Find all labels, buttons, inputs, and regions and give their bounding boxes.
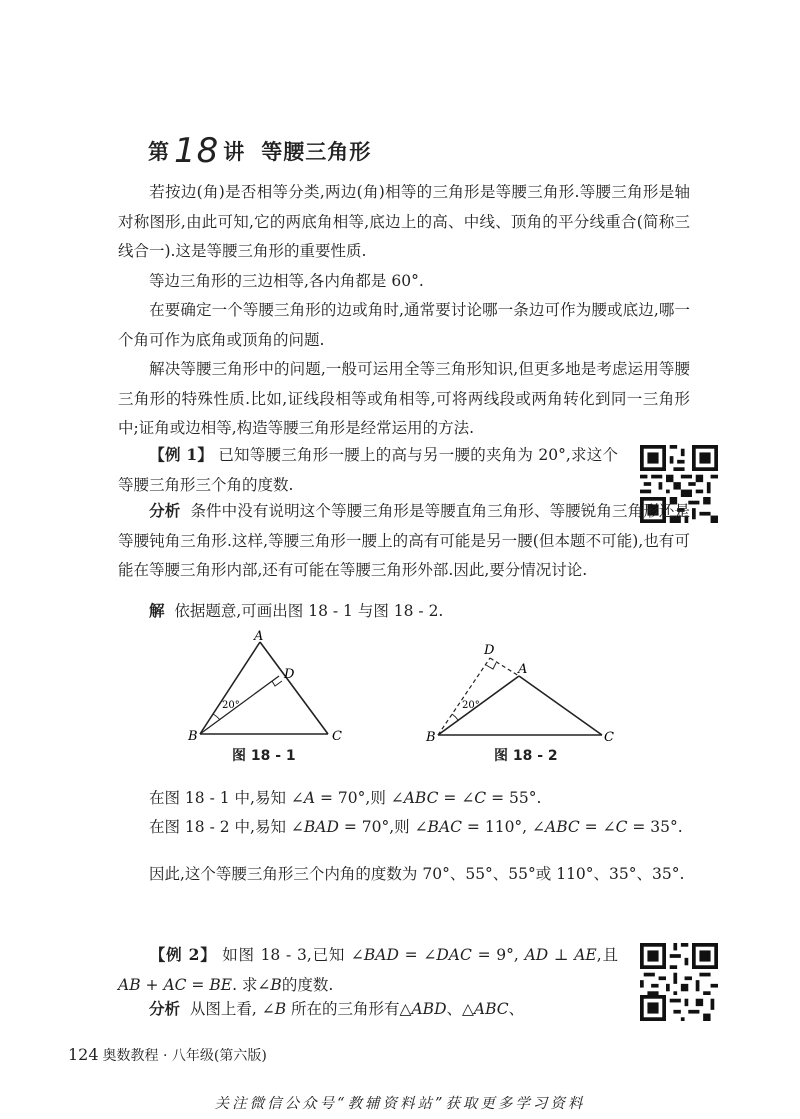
example1-conclusion: 因此,这个等腰三角形三个内角的度数为 70°、55°、55°或 110°、35°、35°. (149, 865, 685, 883)
intro-paragraph-3: 在要确定一个等腰三角形的边或角时,通常要讨论哪一条边可作为腰或底边,哪一个角可作为底角或顶角的问题. (118, 301, 690, 349)
figure-18-2-caption: 图 18 - 2 (494, 748, 558, 764)
example2-label: 【例 2】 (149, 945, 217, 964)
fig2-label-a: A (518, 662, 528, 677)
example1-label: 【例 1】 (149, 445, 214, 464)
qr-code-icon[interactable] (640, 943, 718, 1021)
example2-statement: 【例 2】 如图 18 - 3,已知 ∠BAD = ∠DAC = 9°, AD ⊥ AE,且 AB + AC = BE. 求∠B的度数. (118, 945, 618, 994)
lecture-number: 18 (174, 131, 220, 171)
example1-line2: 在图 18 - 2 中,易知 ∠BAD = 70°,则 ∠BAC = 110°, ∠ABC = ∠C = 35°. (149, 818, 683, 836)
intro-paragraph-4: 解决等腰三角形中的问题,一般可运用全等三角形知识,但更多地是考虑运用等腰三角形的特殊性质.比如,证线段相等或角相等,可将两线段或两角转化到同一三角形中;证角或边相等,构造等腰三角形是经常运用的方法. (118, 360, 690, 437)
example1-statement: 【例 1】 已知等腰三角形一腰上的高与另一腰的夹角为 20°,求这个等腰三角形三个角的度数. (118, 445, 618, 494)
figure-18-2 (422, 640, 622, 750)
example1-line1: 在图 18 - 1 中,易知 ∠A = 70°,则 ∠ABC = ∠C = 55°. (149, 789, 542, 807)
example1-analysis: 分析 条件中没有说明这个等腰三角形是等腰直角三角形、等腰锐角三角形还是等腰钝角三角形.这样,等腰三角形一腰上的高有可能是另一腰(但本题不可能),也有可能在等腰三角形内部,还有可能在等腰三角形外部.因此,要分情况讨论. (118, 501, 690, 579)
lecture-topic: 等腰三角形 (261, 139, 372, 164)
fig1-angle-label: 20° (222, 700, 240, 711)
fig1-label-d: D (284, 667, 295, 682)
fig2-label-c: C (604, 730, 614, 745)
fig1-label-c: C (332, 729, 342, 744)
figure-18-1-caption: 图 18 - 1 (232, 748, 296, 764)
promo-banner: 关注微信公众号“教辅资料站”获取更多学习资料 (214, 1096, 586, 1112)
book-title: 奥数教程 · 八年级(第六版) (102, 1048, 267, 1064)
page-footer (68, 1045, 267, 1065)
fig2-label-b: B (426, 730, 436, 745)
fig2-label-d: D (484, 643, 495, 658)
example2-analysis: 分析 从图上看, ∠B 所在的三角形有△ABD、△ABC、 (149, 999, 525, 1018)
lecture-title: 第 18 讲 等腰三角形 (148, 131, 372, 171)
fig2-angle-label: 20° (462, 700, 480, 711)
intro-paragraph-2: 等边三角形的三边相等,各内角都是 60°. (149, 272, 424, 290)
fig1-label-b: B (188, 729, 198, 744)
figure-18-1 (180, 628, 360, 748)
example1-solution: 解 依据题意,可画出图 18 - 1 与图 18 - 2. (149, 601, 444, 620)
page-number: 124 (68, 1045, 99, 1064)
intro-paragraph-1: 若按边(角)是否相等分类,两边(角)相等的三角形是等腰三角形.等腰三角形是轴对称图形,由此可知,它的两底角相等,底边上的高、中线、顶角的平分线重合(简称三线合一).这是等腰三角形的重要性质. (118, 183, 690, 260)
fig1-label-a: A (254, 629, 264, 644)
